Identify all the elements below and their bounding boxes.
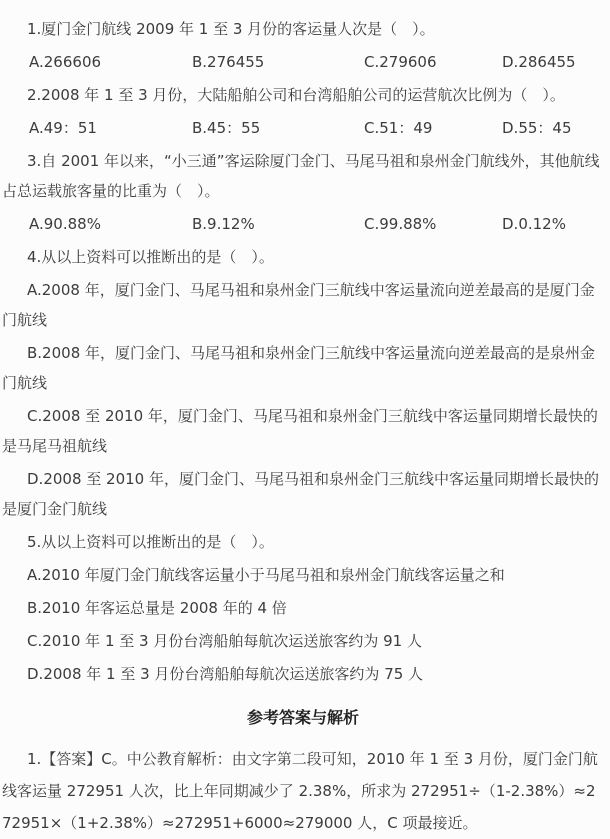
question-1-option-c: C.279606 [364, 53, 437, 71]
question-4-option-d: D.2008 至 2010 年，厦门金门、马尾马祖和泉州金门三航线中客运量同期增长最快的是厦门金门航线 [2, 470, 599, 518]
question-3-option-a: A.90.88% [29, 215, 101, 233]
question-2-option-b: B.45：55 [192, 119, 261, 137]
question-4-stem: 4.从以上资料可以推断出的是（ ）。 [27, 248, 274, 266]
question-5-option-a: A.2010 年厦门金门航线客运量小于马尾马祖和泉州金门航线客运量之和 [27, 566, 505, 584]
answers-section-heading: 参考答案与解析 [246, 708, 359, 727]
question-3-option-b: B.9.12% [192, 215, 255, 233]
question-4-option-c: C.2008 至 2010 年，厦门金门、马尾马祖和泉州金门三航线中客运量同期增长最快的是马尾马祖航线 [2, 407, 598, 455]
question-1-options [2, 47, 604, 77]
question-5-option-c: C.2010 年 1 至 3 月份台湾船舶每航次运送旅客约为 91 人 [27, 632, 422, 650]
question-1-option-d: D.286455 [502, 53, 576, 71]
question-3-stem: 3.自 2001 年以来，“小三通”客运除厦门金门、马尾马祖和泉州金门航线外，其他航线占总运载旅客量的比重为（ ）。 [2, 152, 600, 200]
answer-item-1: 1.【答案】C。中公教育解析：由文字第二段可知，2010 年 1 至 3 月份，厦门金门航线客运量 272951 人次，比上年同期减少了 2.38%，所求为 272951÷（1-2.38%）≈272951×（1+2.38%）≈272951+6000≈279000 人，C 项最接近。 [2, 750, 598, 832]
question-2-option-d: D.55：45 [502, 119, 572, 137]
question-1-option-b: B.276455 [192, 53, 265, 71]
question-2-option-c: C.51：49 [364, 119, 433, 137]
question-2-stem: 2.2008 年 1 至 3 月份，大陆船舶公司和台湾船舶公司的运营航次比例为（ ）。 [27, 86, 565, 104]
question-3-options [2, 209, 604, 239]
question-2-option-a: A.49：51 [29, 119, 97, 137]
question-2-options [2, 113, 604, 143]
question-1-option-a: A.266606 [29, 53, 102, 71]
question-3-option-d: D.0.12% [502, 215, 566, 233]
question-5-option-b: B.2010 年客运总量是 2008 年的 4 倍 [27, 599, 287, 617]
question-5-option-d: D.2008 年 1 至 3 月份台湾船舶每航次运送旅客约为 75 人 [27, 665, 424, 683]
question-1-stem: 1.厦门金门航线 2009 年 1 至 3 月份的客运量人次是（ ）。 [27, 20, 435, 38]
question-3-option-c: C.99.88% [364, 215, 437, 233]
question-5-stem: 5.从以上资料可以推断出的是（ ）。 [27, 533, 274, 551]
question-4-option-a: A.2008 年，厦门金门、马尾马祖和泉州金门三航线中客运量流向逆差最高的是厦门金门航线 [2, 281, 595, 329]
question-4-option-b: B.2008 年，厦门金门、马尾马祖和泉州金门三航线中客运量流向逆差最高的是泉州金门航线 [2, 344, 596, 392]
